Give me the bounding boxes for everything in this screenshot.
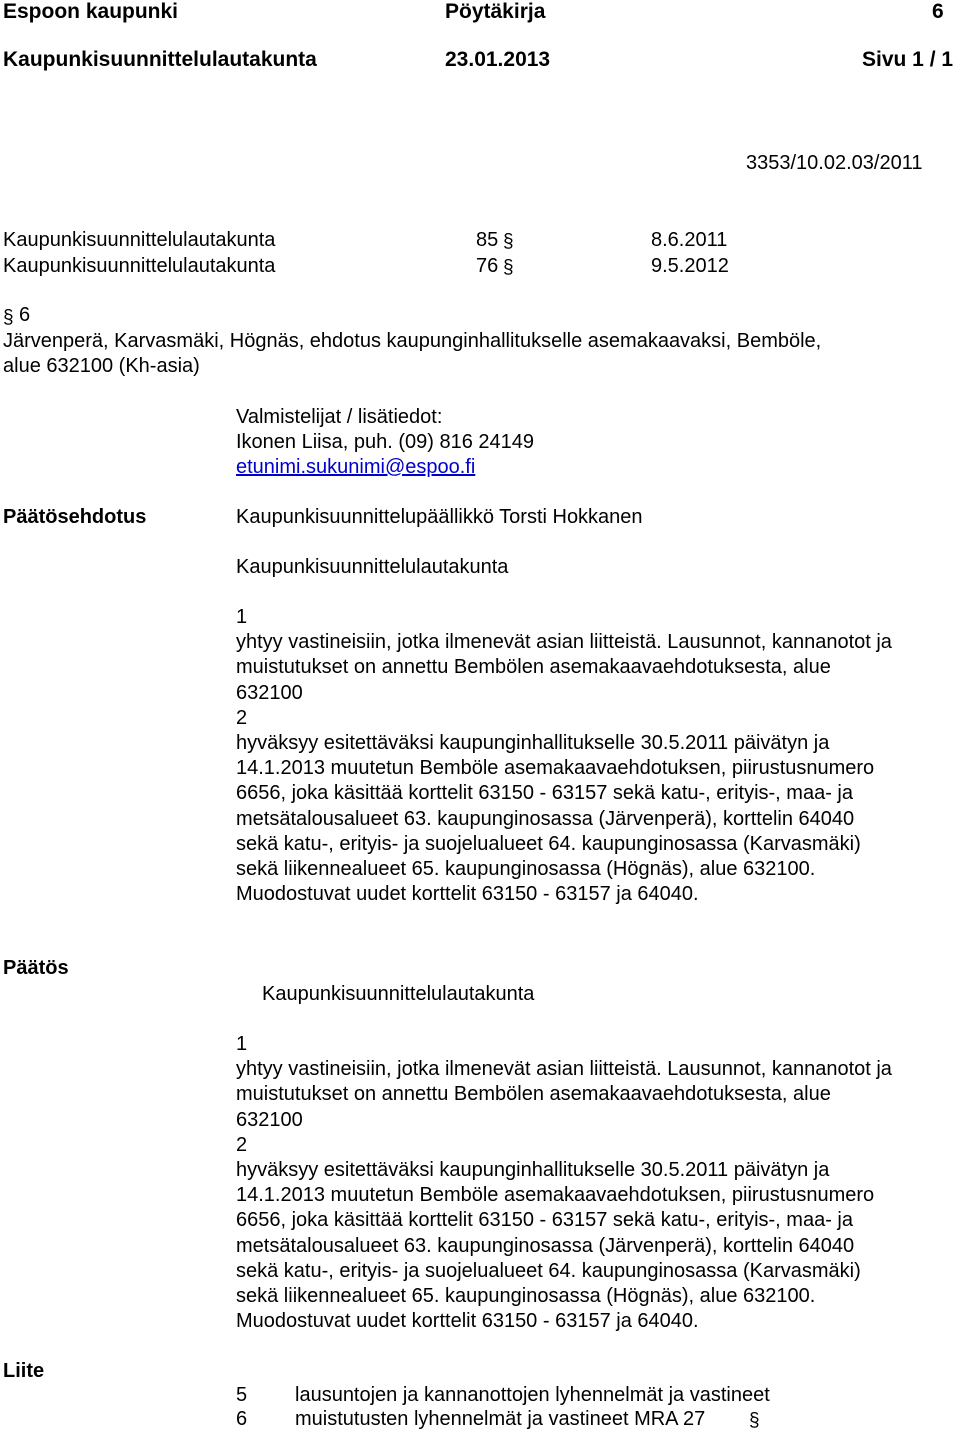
item-text-line: 14.1.2013 muutetun Bemböle asemakaavaehdotuksen, piirustusnumero [236,757,875,780]
item-number: 2 [236,706,248,729]
item-text-line: hyväksyy esitettäväksi kaupunginhallitukselle 30.5.2011 päivätyn ja [236,732,830,755]
org-name: Espoon kaupunki [3,0,179,23]
item-text-line: metsätalousalueet 63. kaupunginosassa (Järvenperä), korttelin 64040 [236,1234,855,1257]
history-number: 76 [476,255,499,277]
item-title-line: Järvenperä, Karvasmäki, Högnäs, ehdotus kaupunginhallitukselle asemakaavaksi, Bemböle, [3,330,822,352]
attachments-label: Liite [3,1360,45,1382]
item-text-line: sekä liikennealueet 65. kaupunginosassa (Högnäs), alue 632100. [236,858,816,881]
item-text-line: metsätalousalueet 63. kaupunginosassa (Järvenperä), korttelin 64040 [236,807,855,830]
section-sign-icon: § [749,1410,760,1431]
item-number: 1 [236,606,248,628]
decision-board: Kaupunkisuunnittelulautakunta [262,983,535,1005]
attachment-text: muistutusten lyhennelmät ja vastineet MRA 27 [295,1408,706,1430]
item-title [3,329,821,379]
history-body: Kaupunkisuunnittelulautakunta [3,229,276,251]
proposal-board: Kaupunkisuunnittelulautakunta [236,556,509,578]
item-text-line: sekä katu-, erityis- ja suojelualueet 64. kaupunginosassa (Karvasmäki) [236,1259,861,1282]
attachment-number: 5 [236,1384,248,1406]
proposer: Kaupunkisuunnittelupäällikkö Torsti Hokkanen [236,506,643,528]
item-text-line: sekä katu-, erityis- ja suojelualueet 64. kaupunginosassa (Karvasmäki) [236,832,861,855]
meeting-date: 23.01.2013 [445,48,551,71]
committee-name: Kaupunkisuunnittelulautakunta [3,48,317,71]
proposal-label: Päätösehdotus [3,506,147,528]
item-text-line: sekä liikennealueet 65. kaupunginosassa (Högnäs), alue 632100. [236,1285,816,1308]
decision-items [236,1032,892,1334]
item-text-line: yhtyy vastineisiin, jotka ilmenevät asian liitteistä. Lausunnot, kannanotot ja [236,631,892,654]
item-text-line: 632100 [236,1108,303,1131]
history-number: 85 [476,229,499,251]
section-sign-icon: § [3,307,14,328]
decision-label: Päätös [3,957,69,979]
doc-type: Pöytäkirja [445,0,546,23]
item-number: 2 [236,1133,248,1156]
item-text-line: yhtyy vastineisiin, jotka ilmenevät asian liitteistä. Lausunnot, kannanotot ja [236,1058,892,1081]
attachment-text: lausuntojen ja kannanottojen lyhennelmät ja vastineet [295,1384,770,1406]
item-text-line: 6656, joka käsittää korttelit 63150 - 63157 sekä katu-, erityis-, maa- ja [236,782,853,805]
preparer-email-link[interactable]: etunimi.sukunimi@espoo.fi [236,456,476,478]
section-number: 6 [932,0,944,23]
preparer-contact: Ikonen Liisa, puh. (09) 816 24149 [236,431,534,453]
proposal-items [236,605,892,907]
preparers-label: Valmistelijat / lisätiedot: [236,406,443,428]
reference-number: 3353/10.02.03/2011 [746,152,923,174]
item-text-line: 6656, joka käsittää korttelit 63150 - 63157 sekä katu-, erityis-, maa- ja [236,1209,853,1232]
item-number: 1 [236,1033,248,1055]
history-body: Kaupunkisuunnittelulautakunta [3,255,276,277]
item-text-line: Muodostuvat uudet korttelit 63150 - 63157 ja 64040. [236,883,699,906]
page-number: Sivu 1 / 1 [862,48,954,71]
section-sign-icon: § [503,257,514,278]
item-text-line: 632100 [236,681,303,704]
item-text-line: muistutukset on annettu Bembölen asemakaavaehdotuksesta, alue [236,1083,831,1106]
item-text-line: muistutukset on annettu Bembölen asemakaavaehdotuksesta, alue [236,656,831,679]
attachment-number: 6 [236,1408,248,1430]
item-number: 6 [19,304,31,326]
history-date: 8.6.2011 [651,229,728,251]
item-text-line: Muodostuvat uudet korttelit 63150 - 63157 ja 64040. [236,1310,699,1333]
section-sign-icon: § [503,231,514,252]
item-title-line: alue 632100 (Kh-asia) [3,355,200,378]
history-date: 9.5.2012 [651,255,729,277]
item-text-line: hyväksyy esitettäväksi kaupunginhallitukselle 30.5.2011 päivätyn ja [236,1159,830,1182]
item-text-line: 14.1.2013 muutetun Bemböle asemakaavaehdotuksen, piirustusnumero [236,1184,875,1207]
